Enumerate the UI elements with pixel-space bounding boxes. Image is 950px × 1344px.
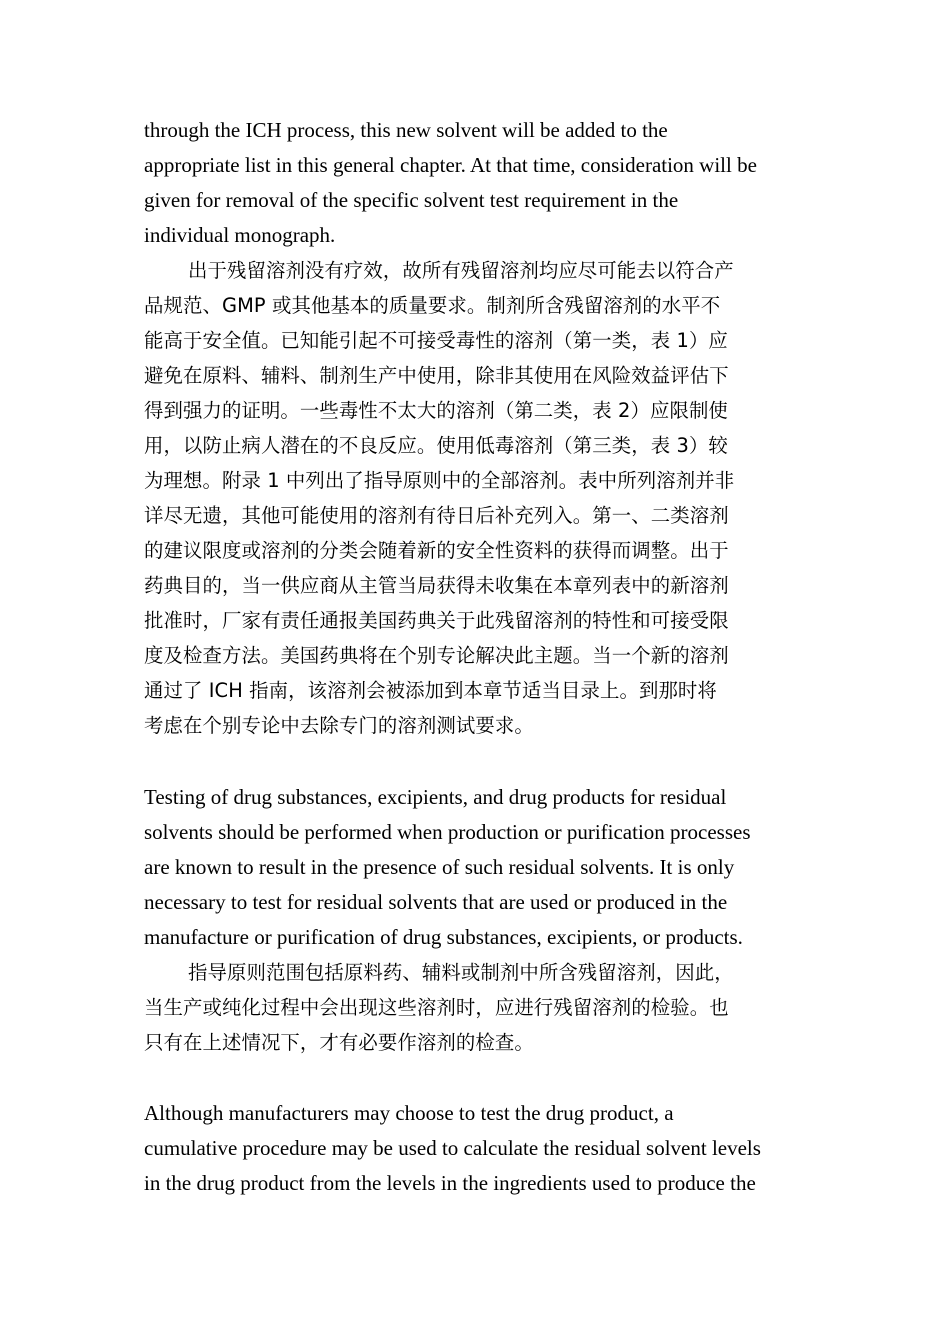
- text-line: 用，以防止病人潜在的不良反应。使用低毒溶剂（第三类，表 3）较: [144, 434, 728, 457]
- text-line: 当生产或纯化过程中会出现这些溶剂时，应进行残留溶剂的检验。也: [144, 996, 729, 1019]
- text-line: 度及检查方法。美国药典将在个别专论解决此主题。当一个新的溶剂: [144, 644, 729, 667]
- text-line: given for removal of the specific solvent test requirement in the: [144, 188, 679, 212]
- paragraph-1-chinese: [144, 253, 812, 743]
- paragraph-1-english: [144, 113, 812, 253]
- text-line: 避免在原料、辅料、制剂生产中使用，除非其使用在风险效益评估下: [144, 364, 729, 387]
- text-line: manufacture or purification of drug substances, excipients, or products.: [144, 925, 743, 949]
- text-line: 指导原则范围包括原料药、辅料或制剂中所含残留溶剂，因此，: [188, 961, 734, 984]
- text-line: 出于残留溶剂没有疗效，故所有残留溶剂均应尽可能去以符合产: [188, 259, 734, 282]
- text-line: 的建议限度或溶剂的分类会随着新的安全性资料的获得而调整。出于: [144, 539, 729, 562]
- text-line: 能高于安全值。已知能引起不可接受毒性的溶剂（第一类，表 1）应: [144, 329, 728, 352]
- paragraph-2-chinese: [144, 955, 812, 1060]
- text-line: 得到强力的证明。一些毒性不太大的溶剂（第二类，表 2）应限制使: [144, 399, 728, 422]
- text-line: 批准时，厂家有责任通报美国药典关于此残留溶剂的特性和可接受限: [144, 609, 729, 632]
- text-line: are known to result in the presence of such residual solvents. It is only: [144, 855, 735, 879]
- text-line: 通过了 ICH 指南，该溶剂会被添加到本章节适当目录上。到那时将: [144, 679, 717, 702]
- text-line: 考虑在个别专论中去除专门的溶剂测试要求。: [144, 714, 534, 737]
- text-line: solvents should be performed when production or purification processes: [144, 820, 751, 844]
- text-line: 品规范、GMP 或其他基本的质量要求。制剂所含残留溶剂的水平不: [144, 294, 721, 317]
- text-line: cumulative procedure may be used to calculate the residual solvent levels: [144, 1136, 761, 1160]
- paragraph-2-english: [144, 780, 812, 955]
- text-line: individual monograph.: [144, 223, 336, 247]
- text-line: 只有在上述情况下，才有必要作溶剂的检查。: [144, 1031, 534, 1054]
- text-line: 为理想。附录 1 中列出了指导原则中的全部溶剂。表中所列溶剂并非: [144, 469, 735, 492]
- paragraph-3-english: [144, 1096, 812, 1201]
- text-line: 详尽无遗，其他可能使用的溶剂有待日后补充列入。第一、二类溶剂: [144, 504, 729, 527]
- text-line: through the ICH process, this new solvent will be added to the: [144, 118, 668, 142]
- text-line: necessary to test for residual solvents that are used or produced in the: [144, 890, 728, 914]
- text-line: appropriate list in this general chapter. At that time, consideration will be: [144, 153, 757, 177]
- text-line: 药典目的，当一供应商从主管当局获得未收集在本章列表中的新溶剂: [144, 574, 729, 597]
- text-line: Although manufacturers may choose to test the drug product, a: [144, 1101, 674, 1125]
- text-line: in the drug product from the levels in the ingredients used to produce the: [144, 1171, 756, 1195]
- text-line: Testing of drug substances, excipients, and drug products for residual: [144, 785, 727, 809]
